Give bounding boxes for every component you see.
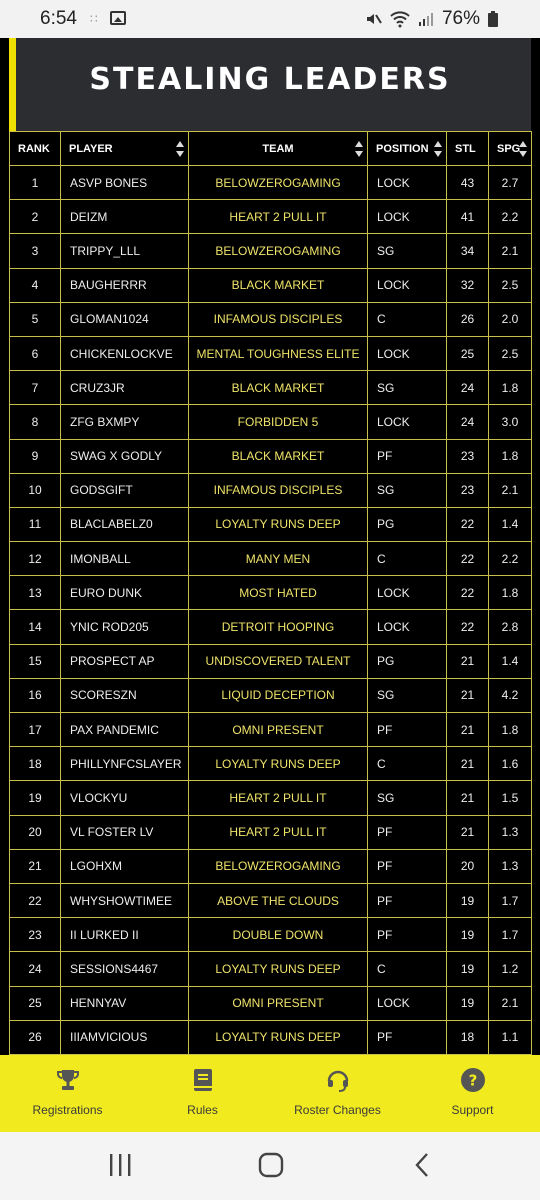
cell-rank: 9 [10, 439, 61, 473]
cell-stl: 19 [447, 986, 489, 1020]
cell-stl: 21 [447, 644, 489, 678]
column-header-team[interactable] [189, 132, 368, 166]
cell-spg: 1.8 [489, 713, 532, 747]
cell-position: LOCK [368, 405, 447, 439]
nav-registrations[interactable] [0, 1055, 135, 1132]
cell-rank: 7 [10, 371, 61, 405]
recent-apps-icon[interactable] [108, 1152, 132, 1178]
nav-label: Roster Changes [294, 1103, 381, 1117]
table-row [10, 713, 532, 747]
cell-position: PG [368, 507, 447, 541]
cell-position: C [368, 952, 447, 986]
android-nav-bar [0, 1132, 540, 1200]
cell-spg: 2.7 [489, 166, 532, 200]
sort-icon[interactable] [355, 141, 363, 157]
sort-icon[interactable] [434, 141, 442, 157]
wifi-icon [390, 10, 410, 28]
cell-player: LGOHXM [61, 849, 189, 883]
cell-spg: 2.8 [489, 610, 532, 644]
cell-team: LOYALTY RUNS DEEP [189, 1020, 368, 1054]
cell-team: FORBIDDEN 5 [189, 405, 368, 439]
cell-player: PAX PANDEMIC [61, 713, 189, 747]
cell-team: BELOWZEROGAMING [189, 234, 368, 268]
cell-spg: 2.1 [489, 986, 532, 1020]
cell-position: LOCK [368, 576, 447, 610]
cell-stl: 22 [447, 542, 489, 576]
column-header-label: SPG [497, 142, 521, 155]
battery-percent: 76% [441, 8, 480, 29]
cell-team: LIQUID DECEPTION [189, 678, 368, 712]
cell-team: BLACK MARKET [189, 268, 368, 302]
cell-rank: 19 [10, 781, 61, 815]
gallery-notification-icon [110, 11, 126, 25]
cell-rank: 18 [10, 747, 61, 781]
table-row [10, 405, 532, 439]
cell-position: SG [368, 678, 447, 712]
cell-player: YNIC ROD205 [61, 610, 189, 644]
table-row [10, 439, 532, 473]
table-row [10, 200, 532, 234]
cell-rank: 10 [10, 473, 61, 507]
header-banner [9, 38, 531, 131]
cell-player: SWAG X GODLY [61, 439, 189, 473]
cell-stl: 32 [447, 268, 489, 302]
cell-team: MOST HATED [189, 576, 368, 610]
table-header-row [10, 132, 532, 166]
cell-player: II LURKED II [61, 918, 189, 952]
status-time: 6:54 [40, 8, 77, 29]
cell-position: PF [368, 918, 447, 952]
cell-position: C [368, 302, 447, 336]
nav-label: Registrations [32, 1103, 103, 1117]
cell-position: SG [368, 234, 447, 268]
sort-icon[interactable] [519, 141, 527, 157]
column-header-stl[interactable] [447, 132, 489, 166]
cell-team: BLACK MARKET [189, 439, 368, 473]
cell-team: DOUBLE DOWN [189, 918, 368, 952]
help-icon [460, 1067, 486, 1093]
cell-rank: 8 [10, 405, 61, 439]
cell-team: BLACK MARKET [189, 371, 368, 405]
cell-stl: 23 [447, 473, 489, 507]
table-row [10, 336, 532, 370]
table-row [10, 507, 532, 541]
cell-spg: 2.1 [489, 473, 532, 507]
cell-team: MENTAL TOUGHNESS ELITE [189, 336, 368, 370]
cell-spg: 2.2 [489, 542, 532, 576]
cell-stl: 24 [447, 371, 489, 405]
cell-player: SCORESZN [61, 678, 189, 712]
cell-player: HENNYAV [61, 986, 189, 1020]
cell-stl: 26 [447, 302, 489, 336]
cell-spg: 1.8 [489, 576, 532, 610]
status-icons [364, 8, 498, 30]
nav-label: Support [451, 1103, 494, 1117]
table-row [10, 986, 532, 1020]
cell-stl: 22 [447, 507, 489, 541]
home-icon[interactable] [258, 1152, 284, 1178]
cell-stl: 21 [447, 747, 489, 781]
cell-spg: 3.0 [489, 405, 532, 439]
cell-player: BLACLABELZ0 [61, 507, 189, 541]
column-header-rank[interactable] [10, 132, 61, 166]
cell-team: LOYALTY RUNS DEEP [189, 507, 368, 541]
table-row [10, 576, 532, 610]
cell-team: MANY MEN [189, 542, 368, 576]
book-icon [190, 1067, 216, 1093]
cell-stl: 24 [447, 405, 489, 439]
cell-position: C [368, 747, 447, 781]
column-header-label: POSITION [376, 142, 429, 155]
table-row [10, 268, 532, 302]
cell-rank: 1 [10, 166, 61, 200]
column-header-label: RANK [18, 142, 50, 155]
cell-position: LOCK [368, 200, 447, 234]
cell-position: PF [368, 1020, 447, 1054]
table-row [10, 849, 532, 883]
column-header-label: STL [455, 142, 476, 155]
cell-stl: 20 [447, 849, 489, 883]
cell-stl: 22 [447, 576, 489, 610]
table-row [10, 952, 532, 986]
column-header-label: TEAM [262, 142, 294, 155]
signal-icon [418, 11, 434, 27]
cell-player: IMONBALL [61, 542, 189, 576]
table-row [10, 1020, 532, 1054]
trophy-icon [55, 1067, 81, 1093]
cell-stl: 22 [447, 610, 489, 644]
cell-position: PF [368, 815, 447, 849]
cell-stl: 25 [447, 336, 489, 370]
cell-spg: 1.4 [489, 644, 532, 678]
column-header-position[interactable] [368, 132, 447, 166]
table-row [10, 747, 532, 781]
cell-rank: 16 [10, 678, 61, 712]
table-row [10, 644, 532, 678]
cell-position: SG [368, 781, 447, 815]
cell-position: LOCK [368, 268, 447, 302]
cell-player: SESSIONS4467 [61, 952, 189, 986]
cell-spg: 2.5 [489, 268, 532, 302]
cell-team: ABOVE THE CLOUDS [189, 883, 368, 917]
stealing-leaders-table [9, 131, 532, 1089]
cell-spg: 2.2 [489, 200, 532, 234]
table-row [10, 610, 532, 644]
cell-player: CHICKENLOCKVE [61, 336, 189, 370]
bottom-nav [0, 1055, 540, 1132]
cell-team: LOYALTY RUNS DEEP [189, 747, 368, 781]
cell-position: PF [368, 439, 447, 473]
cell-team: BELOWZEROGAMING [189, 166, 368, 200]
cell-player: VL FOSTER LV [61, 815, 189, 849]
cell-spg: 1.1 [489, 1020, 532, 1054]
cell-rank: 11 [10, 507, 61, 541]
column-header-spg[interactable] [489, 132, 532, 166]
cell-stl: 21 [447, 678, 489, 712]
cell-rank: 21 [10, 849, 61, 883]
cell-rank: 12 [10, 542, 61, 576]
cell-player: IIIAMVICIOUS [61, 1020, 189, 1054]
cell-rank: 4 [10, 268, 61, 302]
page-title: STEALING LEADERS [89, 62, 451, 97]
cell-player: VLOCKYU [61, 781, 189, 815]
table-row [10, 883, 532, 917]
cell-rank: 23 [10, 918, 61, 952]
cell-position: PG [368, 644, 447, 678]
cell-player: GODSGIFT [61, 473, 189, 507]
svg-text:?: ? [468, 1071, 477, 1090]
cell-rank: 14 [10, 610, 61, 644]
cell-position: SG [368, 371, 447, 405]
cell-position: LOCK [368, 610, 447, 644]
cell-position: PF [368, 883, 447, 917]
cell-player: ASVP BONES [61, 166, 189, 200]
cell-spg: 1.7 [489, 918, 532, 952]
cell-team: HEART 2 PULL IT [189, 200, 368, 234]
cell-position: SG [368, 473, 447, 507]
cell-team: OMNI PRESENT [189, 986, 368, 1020]
leaders-table-container[interactable] [9, 131, 531, 1055]
cell-team: UNDISCOVERED TALENT [189, 644, 368, 678]
back-icon[interactable] [412, 1152, 432, 1178]
table-row [10, 166, 532, 200]
column-header-label: PLAYER [69, 142, 113, 155]
cell-spg: 1.2 [489, 952, 532, 986]
cell-position: C [368, 542, 447, 576]
cell-rank: 3 [10, 234, 61, 268]
cell-rank: 2 [10, 200, 61, 234]
cell-rank: 25 [10, 986, 61, 1020]
cell-stl: 23 [447, 439, 489, 473]
cell-team: BELOWZEROGAMING [189, 849, 368, 883]
cell-team: LOYALTY RUNS DEEP [189, 952, 368, 986]
cell-position: PF [368, 713, 447, 747]
cell-rank: 26 [10, 1020, 61, 1054]
cell-stl: 21 [447, 815, 489, 849]
cell-position: PF [368, 849, 447, 883]
cell-stl: 19 [447, 918, 489, 952]
table-row [10, 918, 532, 952]
cell-player: BAUGHERRR [61, 268, 189, 302]
nav-label: Rules [187, 1103, 218, 1117]
cell-position: LOCK [368, 166, 447, 200]
table-row [10, 781, 532, 815]
cell-rank: 13 [10, 576, 61, 610]
cell-player: TRIPPY_LLL [61, 234, 189, 268]
sort-icon[interactable] [176, 141, 184, 157]
cell-player: EURO DUNK [61, 576, 189, 610]
cell-stl: 41 [447, 200, 489, 234]
cell-rank: 17 [10, 713, 61, 747]
cell-team: HEART 2 PULL IT [189, 781, 368, 815]
table-body [10, 166, 532, 1089]
cell-player: GLOMAN1024 [61, 302, 189, 336]
cell-stl: 43 [447, 166, 489, 200]
cell-spg: 1.8 [489, 371, 532, 405]
cell-stl: 34 [447, 234, 489, 268]
cell-spg: 2.1 [489, 234, 532, 268]
cell-team: OMNI PRESENT [189, 713, 368, 747]
notification-dots-icon: ∷ [90, 12, 99, 26]
cell-player: WHYSHOWTIMEE [61, 883, 189, 917]
cell-player: CRUZ3JR [61, 371, 189, 405]
table-row [10, 542, 532, 576]
cell-spg: 1.5 [489, 781, 532, 815]
cell-spg: 1.3 [489, 815, 532, 849]
nav-roster-changes[interactable] [270, 1055, 405, 1132]
cell-spg: 1.6 [489, 747, 532, 781]
cell-spg: 1.4 [489, 507, 532, 541]
cell-rank: 20 [10, 815, 61, 849]
nav-support[interactable] [405, 1055, 540, 1132]
cell-stl: 19 [447, 952, 489, 986]
cell-player: ZFG BXMPY [61, 405, 189, 439]
cell-rank: 15 [10, 644, 61, 678]
cell-team: INFAMOUS DISCIPLES [189, 473, 368, 507]
cell-player: PHILLYNFCSLAYER [61, 747, 189, 781]
column-header-player[interactable] [61, 132, 189, 166]
table-row [10, 371, 532, 405]
cell-spg: 1.8 [489, 439, 532, 473]
cell-spg: 1.7 [489, 883, 532, 917]
cell-stl: 21 [447, 713, 489, 747]
nav-rules[interactable] [135, 1055, 270, 1132]
cell-rank: 6 [10, 336, 61, 370]
table-row [10, 234, 532, 268]
table-row [10, 815, 532, 849]
cell-team: DETROIT HOOPING [189, 610, 368, 644]
cell-spg: 2.5 [489, 336, 532, 370]
cell-player: DEIZM [61, 200, 189, 234]
table-row [10, 473, 532, 507]
cell-team: HEART 2 PULL IT [189, 815, 368, 849]
table-row [10, 302, 532, 336]
cell-player: PROSPECT AP [61, 644, 189, 678]
cell-stl: 18 [447, 1020, 489, 1054]
cell-rank: 5 [10, 302, 61, 336]
cell-stl: 21 [447, 781, 489, 815]
table-row [10, 678, 532, 712]
cell-spg: 1.3 [489, 849, 532, 883]
cell-spg: 4.2 [489, 678, 532, 712]
cell-spg: 2.0 [489, 302, 532, 336]
status-bar [0, 0, 540, 38]
cell-rank: 24 [10, 952, 61, 986]
cell-position: LOCK [368, 336, 447, 370]
cell-stl: 19 [447, 883, 489, 917]
battery-icon [488, 11, 498, 27]
cell-rank: 22 [10, 883, 61, 917]
cell-team: INFAMOUS DISCIPLES [189, 302, 368, 336]
mute-icon [364, 10, 382, 28]
headset-icon [325, 1067, 351, 1093]
cell-position: LOCK [368, 986, 447, 1020]
